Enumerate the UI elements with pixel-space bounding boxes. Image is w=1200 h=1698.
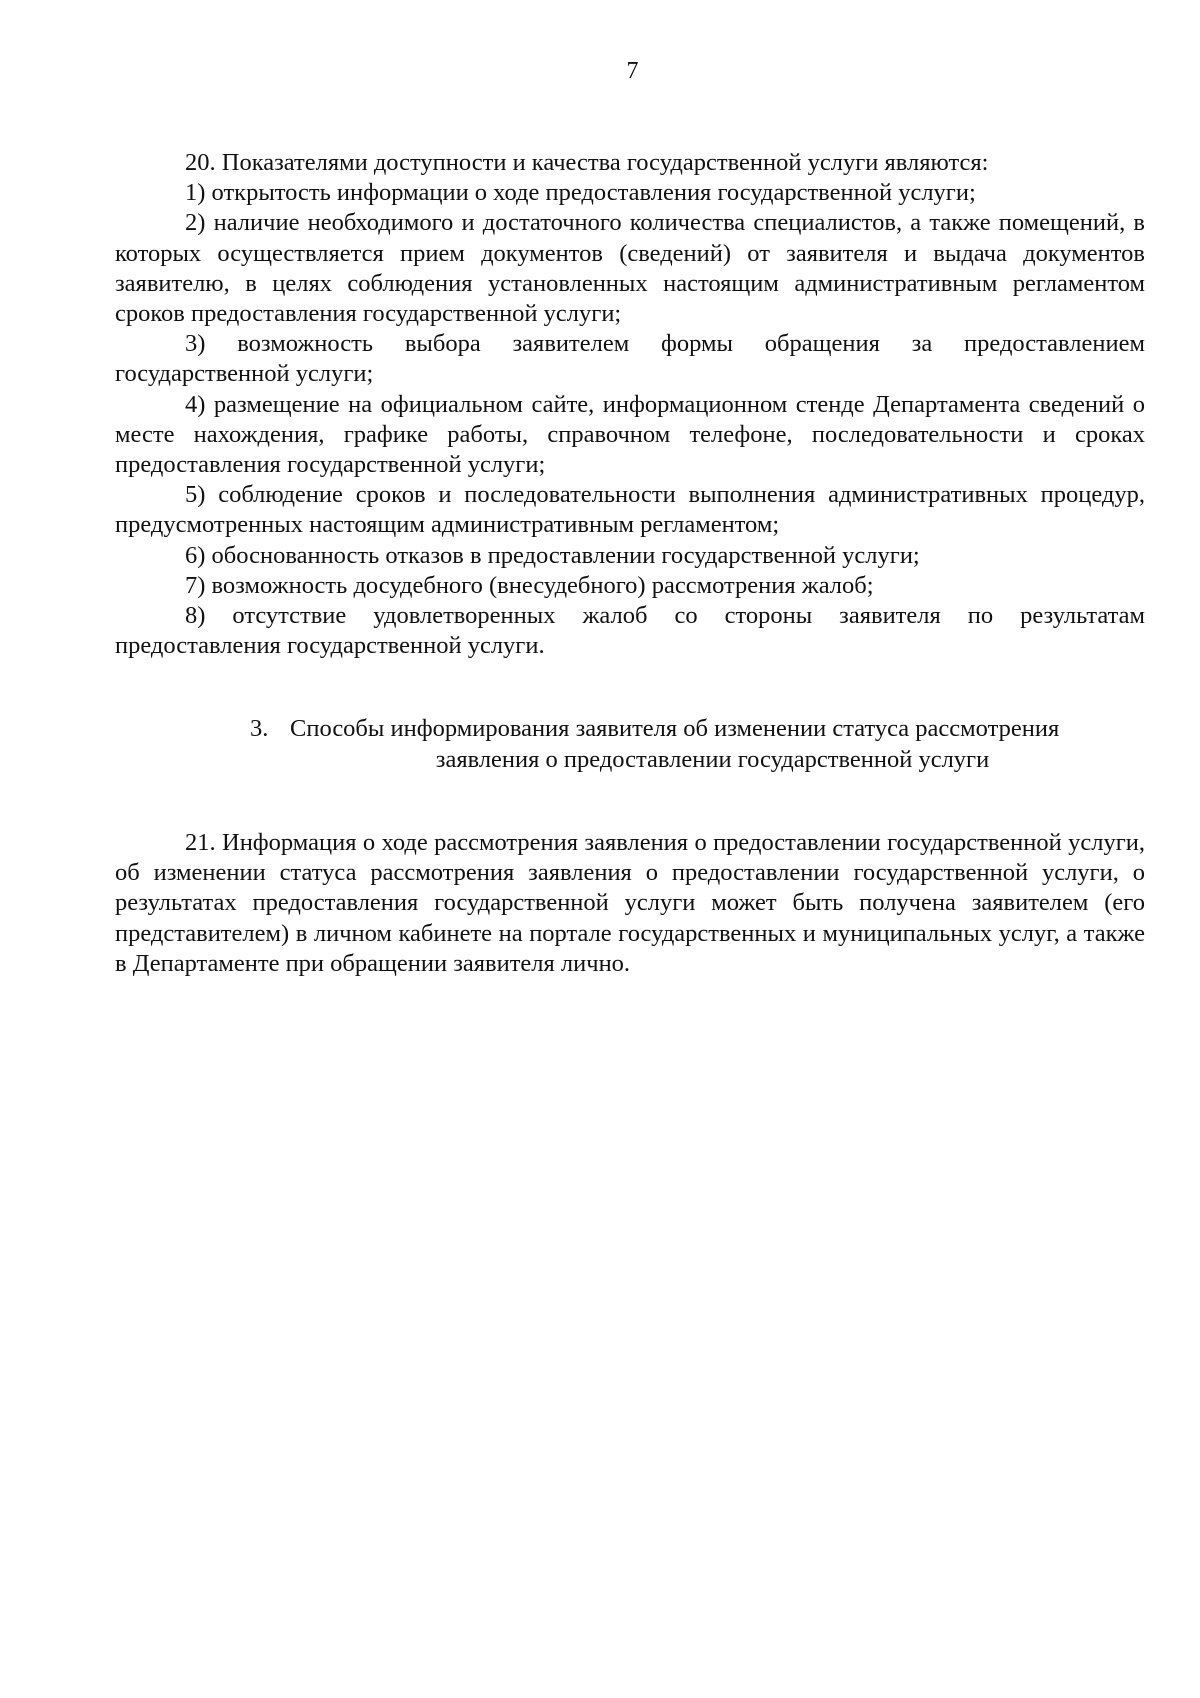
clause-20-intro: 20. Показателями доступности и качества государственной услуги являются: — [185, 149, 989, 176]
section-3-number: 3. — [250, 715, 269, 742]
clause-20-item-3: 3) возможность выбора заявителем формы обращения за предоставлением государственной услуги; — [115, 330, 1145, 388]
clause-21-text: 21. Информация о ходе рассмотрения заявления о предоставлении государственной услуги, об изменении статуса рассмотрения заявления о предоставлении государственной услуги, о результатах предоставления государственной услуги может быть получена заявителем (его представителем) в личном кабинете на портале государственных и муниципальных услуг, а также в Департаменте при обращении заявителя лично. — [115, 829, 1145, 977]
page-number: 7 — [626, 58, 639, 84]
clause-20-item-8: 8) отсутствие удовлетворенных жалоб со стороны заявителя по результатам предоставления государственной услуги. — [115, 602, 1145, 660]
clause-20-item-2: 2) наличие необходимого и достаточного количества специалистов, а также помещений, в которых осуществляется прием документов (сведений) от заявителя и выдача документов заявителю, в целях соблюдения установленных настоящим административным регламентом сроков предоставления государственной услуги; — [115, 209, 1145, 328]
clause-20-item-1: 1) открытость информации о ходе предоставления государственной услуги; — [185, 179, 976, 207]
section-3-title-line-2: заявления о предоставлении государственной услуги — [435, 746, 990, 773]
clause-20-item-6: 6) обоснованность отказов в предоставлении государственной услуги; — [185, 541, 920, 569]
clause-20-item-5: 5) соблюдение сроков и последовательности выполнения административных процедур, предусмотренных настоящим административным регламентом; — [115, 481, 1145, 539]
clause-20-item-7: 7) возможность досудебного (внесудебного) рассмотрения жалоб; — [185, 571, 874, 599]
section-3-title-line-1: Способы информирования заявителя об изменении статуса рассмотрения — [290, 715, 1060, 742]
clause-20-item-4: 4) размещение на официальном сайте, информационном стенде Департамента сведений о месте нахождения, графике работы, справочном телефоне, последовательности и сроках предоставления государственной услуги; — [115, 390, 1145, 479]
section-3-heading — [250, 713, 1135, 775]
clause-21 — [115, 828, 1145, 979]
section-3-heading-line-1 — [250, 713, 1135, 744]
clause-20 — [115, 148, 1145, 661]
